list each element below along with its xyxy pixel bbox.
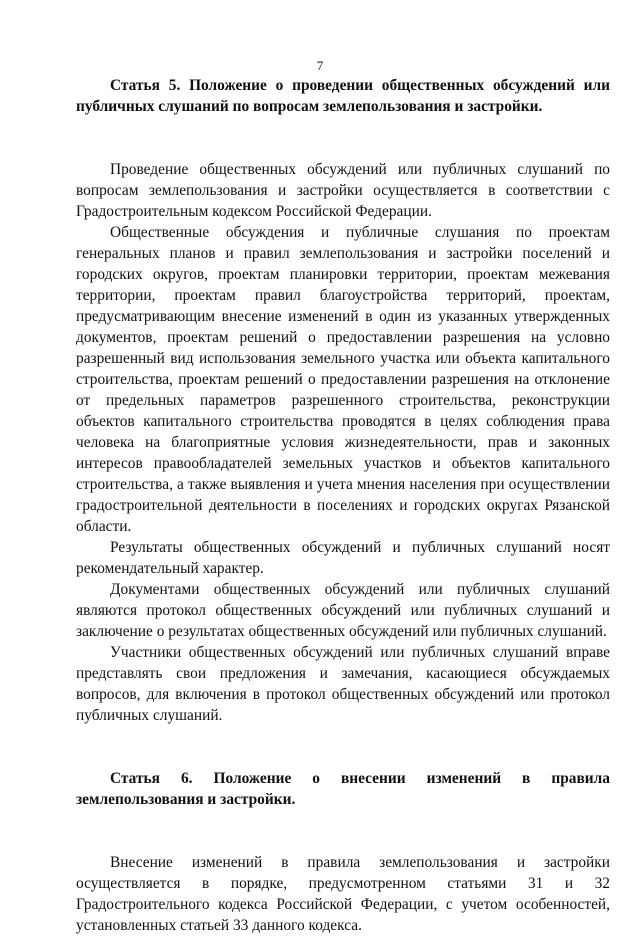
article-5-paragraph-4: Документами общественных обсуждений или публичных слушаний являются протокол общественных обсуждений или публичных слушаний и заключение о результатах общественных обсуждений или публичных слушаний. <box>76 581 610 640</box>
article-5-paragraph-5: Участники общественных обсуждений или публичных слушаний вправе представлять свои предложения и замечания, касающиеся обсуждаемых вопросов, для включения в протокол общественных обсуждений или протокол публичных слушаний. <box>76 644 610 724</box>
article-5-title: Статья 5. Положение о проведении общественных обсуждений или публичных слушаний по вопросам землепользования и застройки. <box>76 77 610 115</box>
document-body <box>76 75 610 936</box>
article-6-title: Статья 6. Положение о внесении изменений в правила землепользования и застройки. <box>76 770 610 808</box>
article-5-paragraph-2: Общественные обсуждения и публичные слушания по проектам генеральных планов и правил землепользования и застройки поселений и городских округов, проектам планировки территории, проектам межевания территории, проектам правил благоустройства территорий, проектам, предусматривающим внесение изменений в один из указанных утвержденных документов, проектам решений о предоставлении разрешения на условно разрешенный вид использования земельного участка или объекта капитального строительства, проектам решений о предоставлении разрешения на отклонение от предельных параметров разрешенного строительства, реконструкции объектов капитального строительства проводятся в целях соблюдения права человека на благоприятные условия жизнедеятельности, прав и законных интересов правообладателей земельных участков и объектов капитального строительства, а также выявления и учета мнения населения при осуществлении градостроительной деятельности в поселениях и городских округах Рязанской области. <box>76 224 610 535</box>
article-6-paragraph-1: Внесение изменений в правила землепользования и застройки осуществляется в порядке, предусмотренном статьями 31 и 32 Градостроительного кодекса Российской Федерации, с учетом особенностей, установленных статьей 33 данного кодекса. <box>76 854 610 934</box>
article-5-paragraph-3: Результаты общественных обсуждений и публичных слушаний носят рекомендательный характер. <box>76 539 610 577</box>
page-number: 7 <box>316 58 324 73</box>
article-5-paragraph-1: Проведение общественных обсуждений или публичных слушаний по вопросам землепользования и застройки осуществляется в соответствии с Градостроительным кодексом Российской Федерации. <box>76 161 610 220</box>
